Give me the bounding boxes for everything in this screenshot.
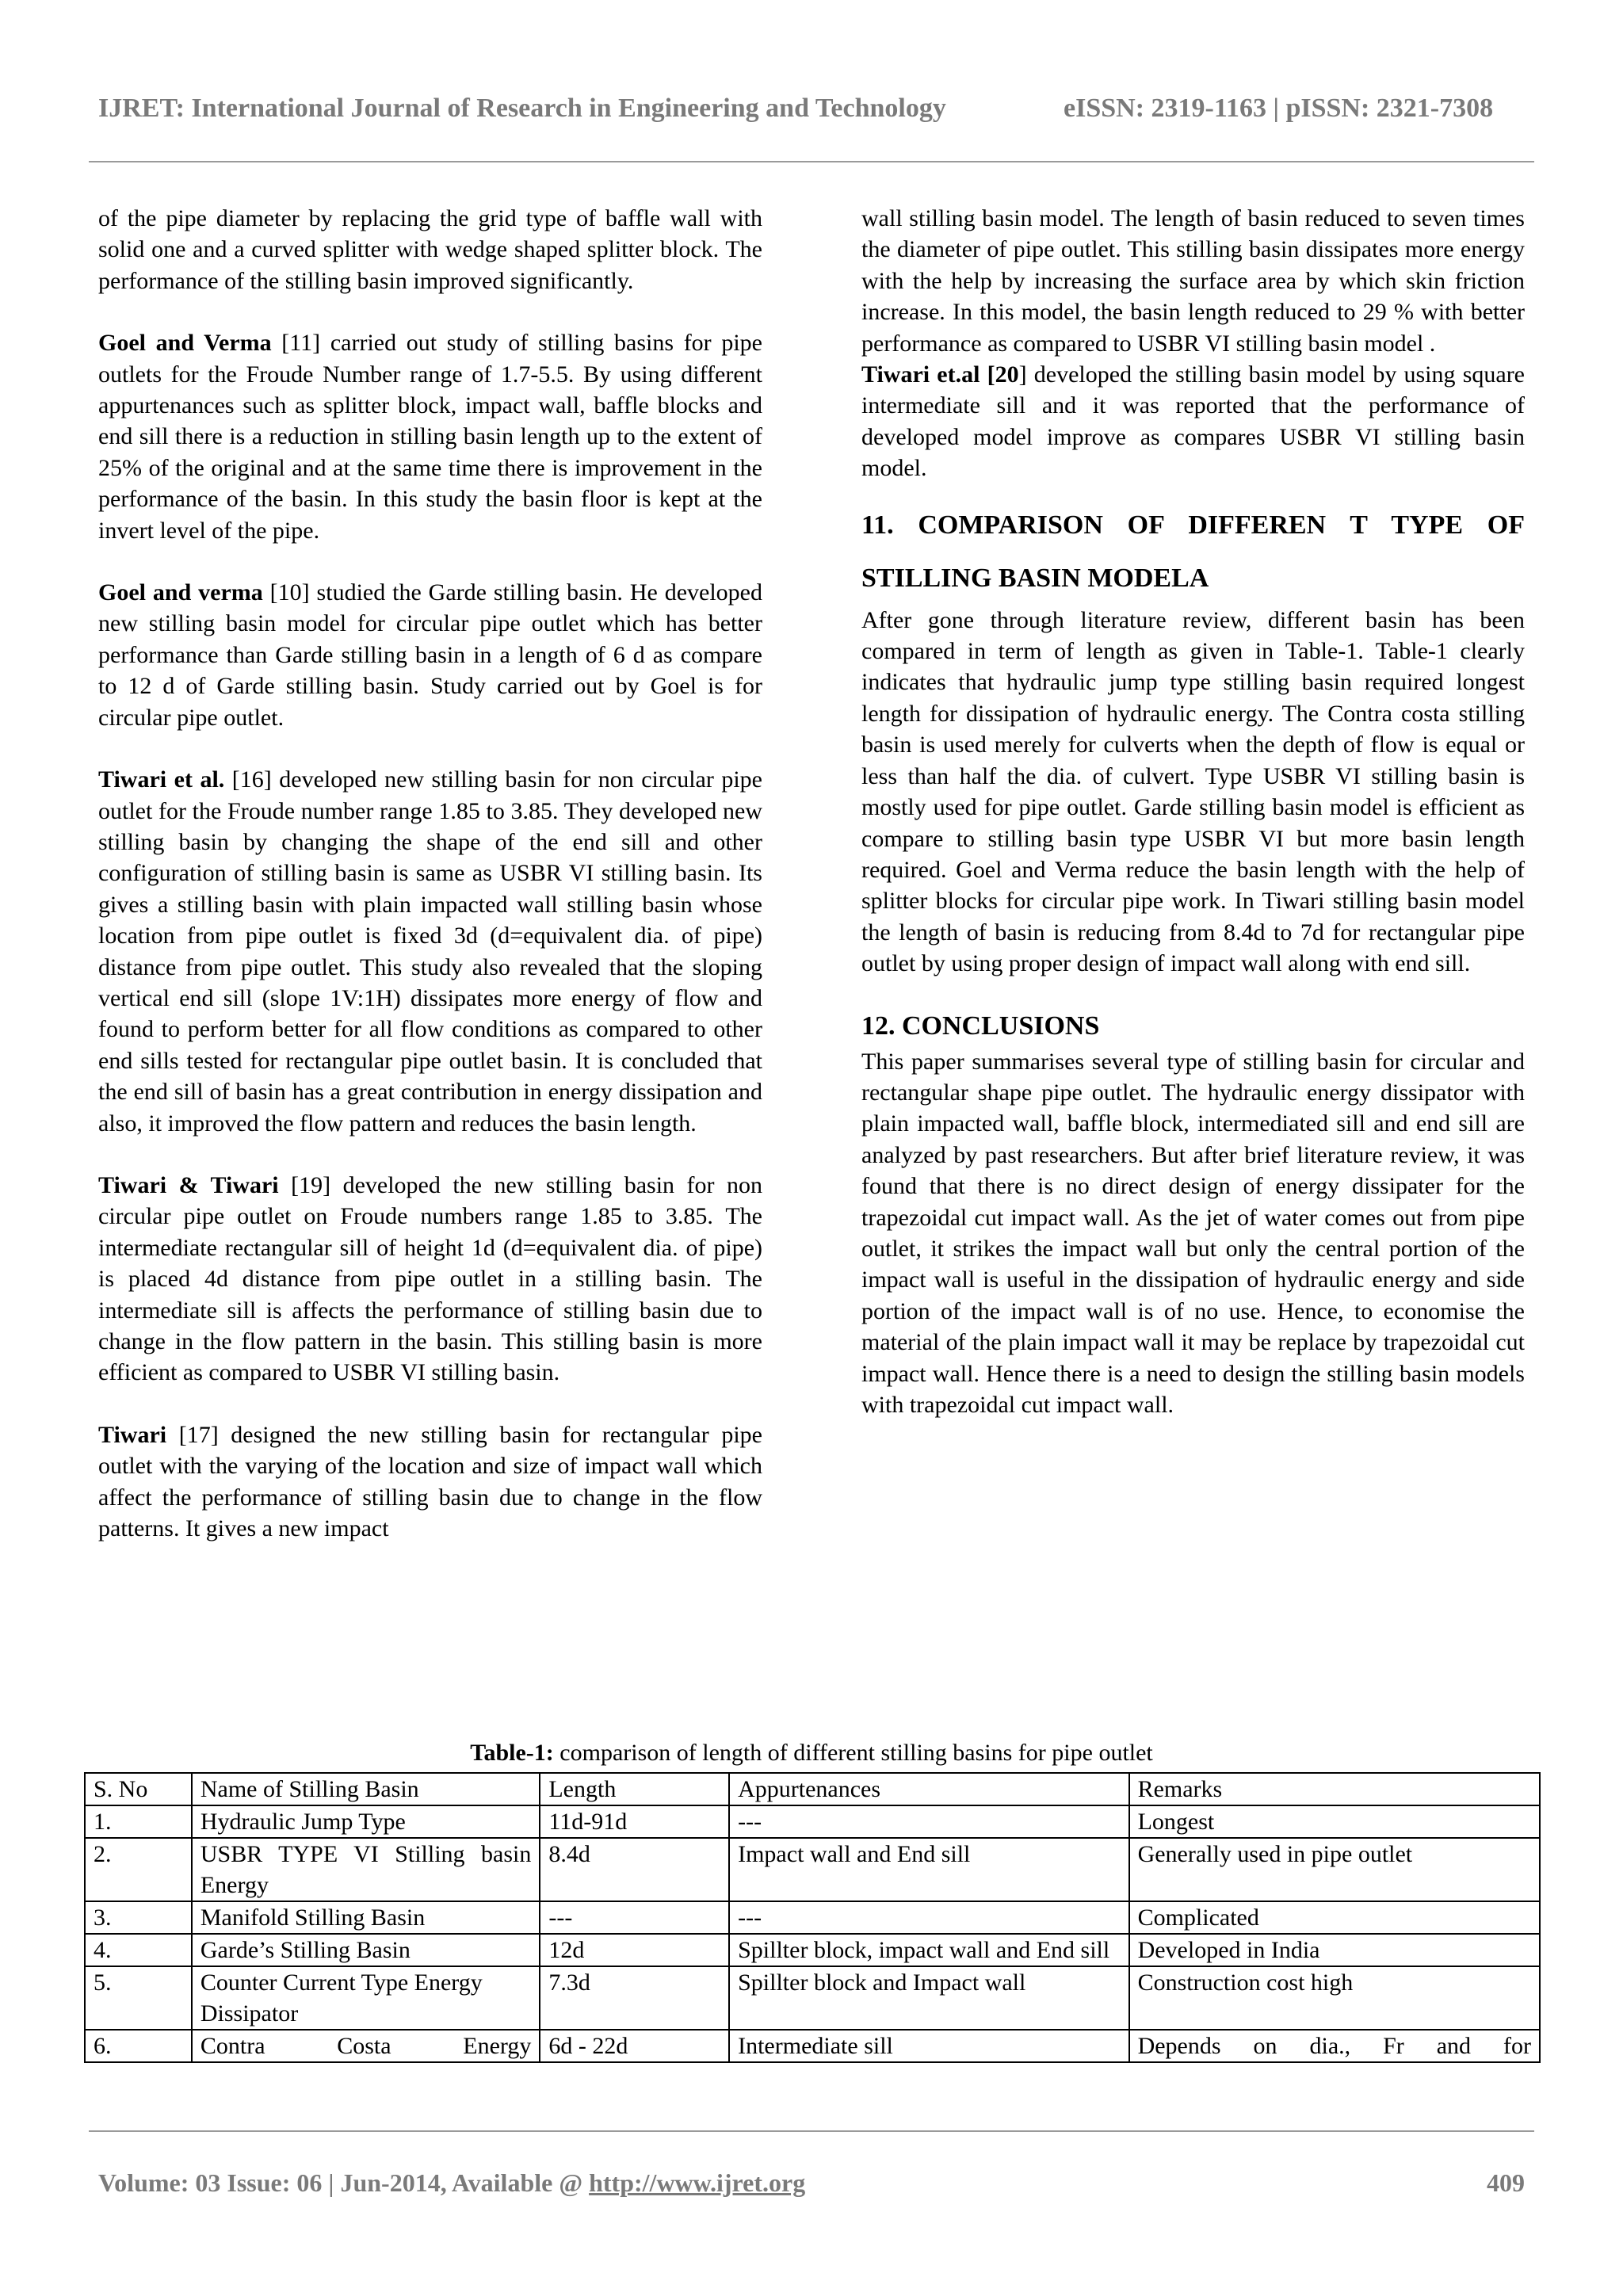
table-cell: Spillter block, impact wall and End sill — [729, 1934, 1128, 1966]
table-cell: 7.3d — [540, 1966, 729, 2030]
table-cell: 1. — [85, 1805, 192, 1838]
table-cell: Generally used in pipe outlet — [1129, 1838, 1540, 1901]
table-cell: Developed in India — [1129, 1934, 1540, 1966]
paragraph-tiwari-17 — [98, 1419, 762, 1545]
table-cell: 11d-91d — [540, 1805, 729, 1838]
volume-info: Volume: 03 Issue: 06 | Jun-2014, Available @ — [98, 2168, 590, 2197]
table-cell: Manifold Stilling Basin — [192, 1901, 540, 1934]
journal-link[interactable]: http://www.ijret.org — [589, 2168, 806, 2197]
paragraph-tiwari-20 — [861, 359, 1525, 484]
section-12-title: 12. CONCLUSIONS — [861, 1010, 1100, 1041]
table-cell: 3. — [85, 1901, 192, 1934]
table-caption-text: comparison of length of different stilling basins for pipe outlet — [553, 1740, 1153, 1766]
table-caption — [0, 1739, 1623, 1767]
page-number: 409 — [1487, 2168, 1525, 2197]
header-appurtenances: Appurtenances — [729, 1773, 1128, 1805]
paragraph-comparison: After gone through literature review, different basin has been compared in term of length as given in Table-1. Table-1 clearly indicates that hydraulic jump type stilling basin required longest length for dissipation of hydraulic energy. The Contra costa stilling basin is used merely for culverts when the depth of flow is equal or less than half the dia. of culvert. Type USBR VI stilling basin is mostly used for pipe outlet. Garde stilling basin model is efficient as compare to stilling basin type USBR VI but more basin length required. Goel and Verma reduce the basin length with the help of splitter blocks for circular pipe work. In Tiwari stilling basin model the length of basin is reducing from 8.4d to 7d for rectangular pipe outlet by using proper design of impact wall along with end sill. — [861, 606, 1525, 977]
paragraph-tiwari-19 — [98, 1170, 762, 1389]
journal-title: IJRET: International Journal of Research in Engineering and Technology — [98, 94, 946, 123]
header-name: Name of Stilling Basin — [192, 1773, 540, 1805]
table-cell: 6. — [85, 2030, 192, 2062]
issn-info: eISSN: 2319-1163 | pISSN: 2321-7308 — [1064, 94, 1494, 123]
paragraph-right-1: wall stilling basin model. The length of basin reduced to seven times the diameter of pipe outlet. This stilling basin dissipates more energy with the help by increasing the surface area by which skin friction increase. In this model, the basin length reduced to 29 % with better performance as compared to USBR VI stilling basin model . — [861, 205, 1525, 357]
table-row — [85, 2030, 1540, 2062]
paragraph-text: ] developed the stilling basin model by using square intermediate sill and it was reported that the performance of developed model improve as compares USBR VI stilling basin model. — [861, 361, 1526, 482]
table-cell: 4. — [85, 1934, 192, 1966]
header-sno: S. No — [85, 1773, 192, 1805]
paragraph-text: [17] designed the new stilling basin for rectangular pipe outlet with the varying of the location and size of impact wall which affect the performance of stilling basin due to change in the flow patterns. It gives a new impact — [98, 1421, 762, 1542]
left-column — [98, 203, 762, 1544]
paragraph-text: [16] developed new stilling basin for non circular pipe outlet for the Froude number range 1.85 to 3.85. They developed new stilling basin by changing the shape of the end sill and other configuration of stilling basin is same as USBR VI stilling basin. Its gives a stilling basin with plain impacted wall stilling basin whose location from pipe outlet is fixed 3d (d=equivalent dia. of pipe) distance from pipe outlet. This study also revealed that the sloping vertical end sill (slope 1V:1H) dissipates more energy of flow and found to perform better for all flow conditions as compared to other end sills tested for rectangular pipe outlet basin. It is concluded that the end sill of basin has a great contribution in energy dissipation and also, it improved the flow pattern and reduces the basin length. — [98, 766, 762, 1137]
author-name: Goel and verma — [98, 579, 263, 606]
header-length: Length — [540, 1773, 729, 1805]
right-column — [861, 203, 1525, 1420]
table-cell: --- — [729, 1901, 1128, 1934]
table-cell: Hydraulic Jump Type — [192, 1805, 540, 1838]
header-remarks: Remarks — [1129, 1773, 1540, 1805]
table-cell: Longest — [1129, 1805, 1540, 1838]
paragraph-text: [10] studied the Garde stilling basin. He developed new stilling basin model for circular pipe outlet which has better performance than Garde stilling basin in a length of 6 d as compare to 12 d of Garde stilling basin. Study carried out by Goel is for circular pipe outlet. — [98, 579, 762, 731]
paragraph-text: [19] developed the new stilling basin for non circular pipe outlet on Froude numbers range 1.85 to 3.85. The intermediate rectangular sill of height 1d (d=equivalent dia. of pipe) is placed 4d distance from pipe outlet in a stilling basin. The intermediate sill is affects the performance of stilling basin due to change in the flow pattern in the basin. This stilling basin is more efficient as compared to USBR VI stilling basin. — [98, 1171, 762, 1386]
table-row — [85, 1838, 1540, 1901]
table-cell: Impact wall and End sill — [729, 1838, 1128, 1901]
table-cell: 2. — [85, 1838, 192, 1901]
table-cell: Garde’s Stilling Basin — [192, 1934, 540, 1966]
paragraph-text: [11] carried out study of stilling basins for pipe outlets for the Froude Number range of 1.7-5.5. By using different appurtenances such as splitter block, impact wall, baffle blocks and end sill there is a reduction in stilling basin length up to the extent of 25% of the original and at the same time there is improvement in the performance of the basin. In this study the basin floor is kept at the invert level of the pipe. — [98, 330, 762, 544]
section-11-title-line-1: 11. COMPARISON OF DIFFEREN T TYPE OF — [861, 510, 1525, 540]
section-11-title-line-2: STILLING BASIN MODELA — [861, 563, 1209, 593]
table-cell: Contra Costa Energy — [192, 2030, 540, 2062]
comparison-table — [84, 1772, 1541, 2063]
table-row — [85, 1934, 1540, 1966]
table-cell: 12d — [540, 1934, 729, 1966]
paragraph-conclusions: This paper summarises several type of stilling basin for circular and rectangular shape pipe outlet. The hydraulic energy dissipator with plain impacted wall, baffle block, intermediated sill and end sill are analyzed by past researchers. But after brief literature review, it was found that there is no direct design of energy dissipater for the trapezoidal cut impact wall. As the jet of water comes out from pipe outlet, it strikes the impact wall but only the central portion of the impact wall is useful in the dissipation of hydraulic energy and side portion of the impact wall is of no use. Hence, to economise the material of the plain impact wall it may be replace by trapezoidal cut impact wall. Hence there is a need to design the stilling basin models with trapezoidal cut impact wall. — [861, 1048, 1525, 1418]
paragraph-tiwari-16 — [98, 764, 762, 1139]
author-name: Tiwari et.al [20 — [861, 361, 1019, 388]
table-row — [85, 1805, 1540, 1838]
table-cell: USBR TYPE VI Stilling basin Energy — [192, 1838, 540, 1901]
table-cell: 6d - 22d — [540, 2030, 729, 2062]
table-cell: Spillter block and Impact wall — [729, 1966, 1128, 2030]
table-caption-label: Table-1: — [470, 1740, 554, 1766]
author-name: Goel and Verma — [98, 330, 272, 357]
author-name: Tiwari — [98, 1421, 167, 1448]
author-name: Tiwari et al. — [98, 766, 225, 793]
table-header-row — [85, 1773, 1540, 1805]
paragraph-goel-verma-11 — [98, 327, 762, 546]
table-row — [85, 1966, 1540, 2030]
footer-rule — [89, 2130, 1534, 2132]
table-cell: 8.4d — [540, 1838, 729, 1901]
table-cell: Construction cost high — [1129, 1966, 1540, 2030]
author-name: Tiwari & Tiwari — [98, 1171, 279, 1198]
table-cell: 5. — [85, 1966, 192, 2030]
paragraph-goel-verma-10 — [98, 577, 762, 733]
table-cell: --- — [540, 1901, 729, 1934]
table-cell: Counter Current Type Energy Dissipator — [192, 1966, 540, 2030]
page-footer — [98, 2168, 1525, 2198]
paragraph-left-1: of the pipe diameter by replacing the grid type of baffle wall with solid one and a curved splitter with wedge shaped splitter block. The performance of the stilling basin improved significantly. — [98, 205, 762, 294]
table-cell: Depends on dia., Fr and for — [1129, 2030, 1540, 2062]
table-cell: Intermediate sill — [729, 2030, 1128, 2062]
page-header — [0, 94, 1623, 138]
section-11-heading — [861, 499, 1525, 605]
table-cell: --- — [729, 1805, 1128, 1838]
header-rule — [89, 161, 1534, 162]
table-cell: Complicated — [1129, 1901, 1540, 1934]
table-row — [85, 1901, 1540, 1934]
